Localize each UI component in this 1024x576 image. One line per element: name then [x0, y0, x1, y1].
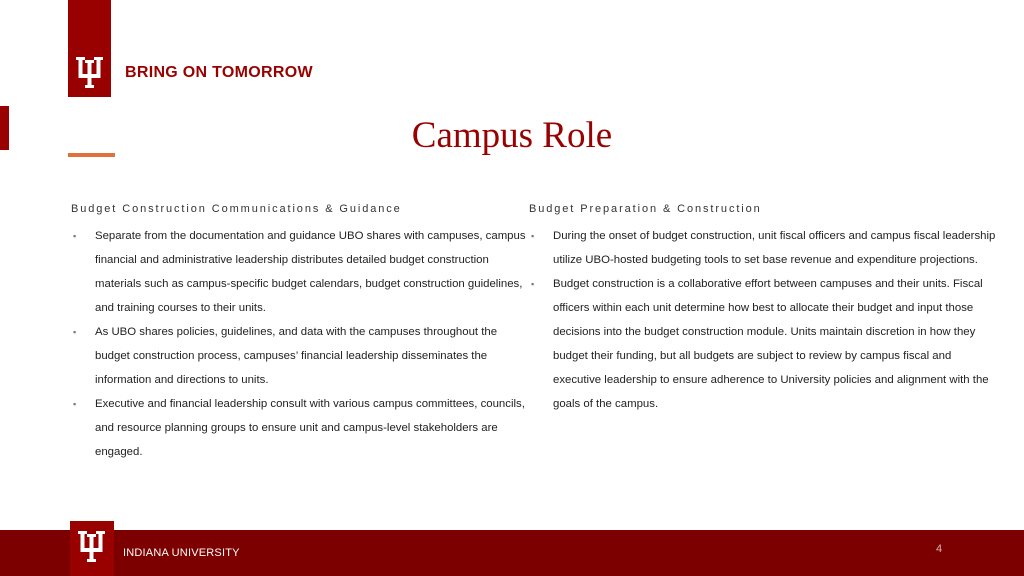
- left-bullet-list: [71, 224, 529, 464]
- iu-logo-block: [68, 0, 111, 97]
- list-item: ▪ As UBO shares policies, guidelines, and data with the campuses throughout the budget construction process, campuses’ financial leadership disseminates the information and directions to units.: [71, 320, 529, 392]
- list-item: ▪ Separate from the documentation and guidance UBO shares with campuses, campus financial and administrative leadership distributes detailed budget construction materials such as campus-specific budget calendars, budget construction guidelines, and training courses to their units.: [71, 224, 529, 320]
- right-column-heading: Budget Preparation & Construction: [529, 203, 762, 215]
- left-column: [71, 203, 529, 464]
- page-number: 4: [936, 543, 943, 555]
- footer-logo-block: [70, 521, 114, 576]
- bullet-icon: ▪: [531, 279, 535, 289]
- iu-trident-icon: [78, 531, 105, 565]
- slide-title: [0, 114, 1024, 157]
- list-item: ▪ Budget construction is a collaborative effort between campuses and their units. Fiscal officers within each unit determine how best to allocate their budget and input those decisions into the budget construction module. Units maintain discretion in how they budget their funding, but all budgets are subject to review by campus fiscal and executive leadership to ensure adherence to University policies and alignment with the goals of the campus.: [529, 272, 999, 416]
- iu-trident-icon: [76, 57, 103, 91]
- brand-tagline: BRING ON TOMORROW: [125, 64, 313, 81]
- bullet-icon: ▪: [73, 327, 77, 337]
- left-column-heading: Budget Construction Communications & Guidance: [71, 203, 402, 215]
- list-item: ▪ Executive and financial leadership consult with various campus committees, councils, and resource planning groups to ensure unit and campus-level stakeholders are engaged.: [71, 392, 529, 464]
- bullet-icon: ▪: [73, 231, 77, 241]
- bullet-icon: ▪: [531, 231, 535, 241]
- bullet-icon: ▪: [73, 399, 77, 409]
- list-item: ▪ During the onset of budget construction, unit fiscal officers and campus fiscal leadership utilize UBO-hosted budgeting tools to set base revenue and expenditure projections.: [529, 224, 999, 272]
- right-bullet-list: [529, 224, 999, 416]
- right-column: [529, 203, 999, 416]
- footer-org-name: INDIANA UNIVERSITY: [123, 547, 240, 559]
- slide-title-text: Campus Role: [411, 115, 613, 156]
